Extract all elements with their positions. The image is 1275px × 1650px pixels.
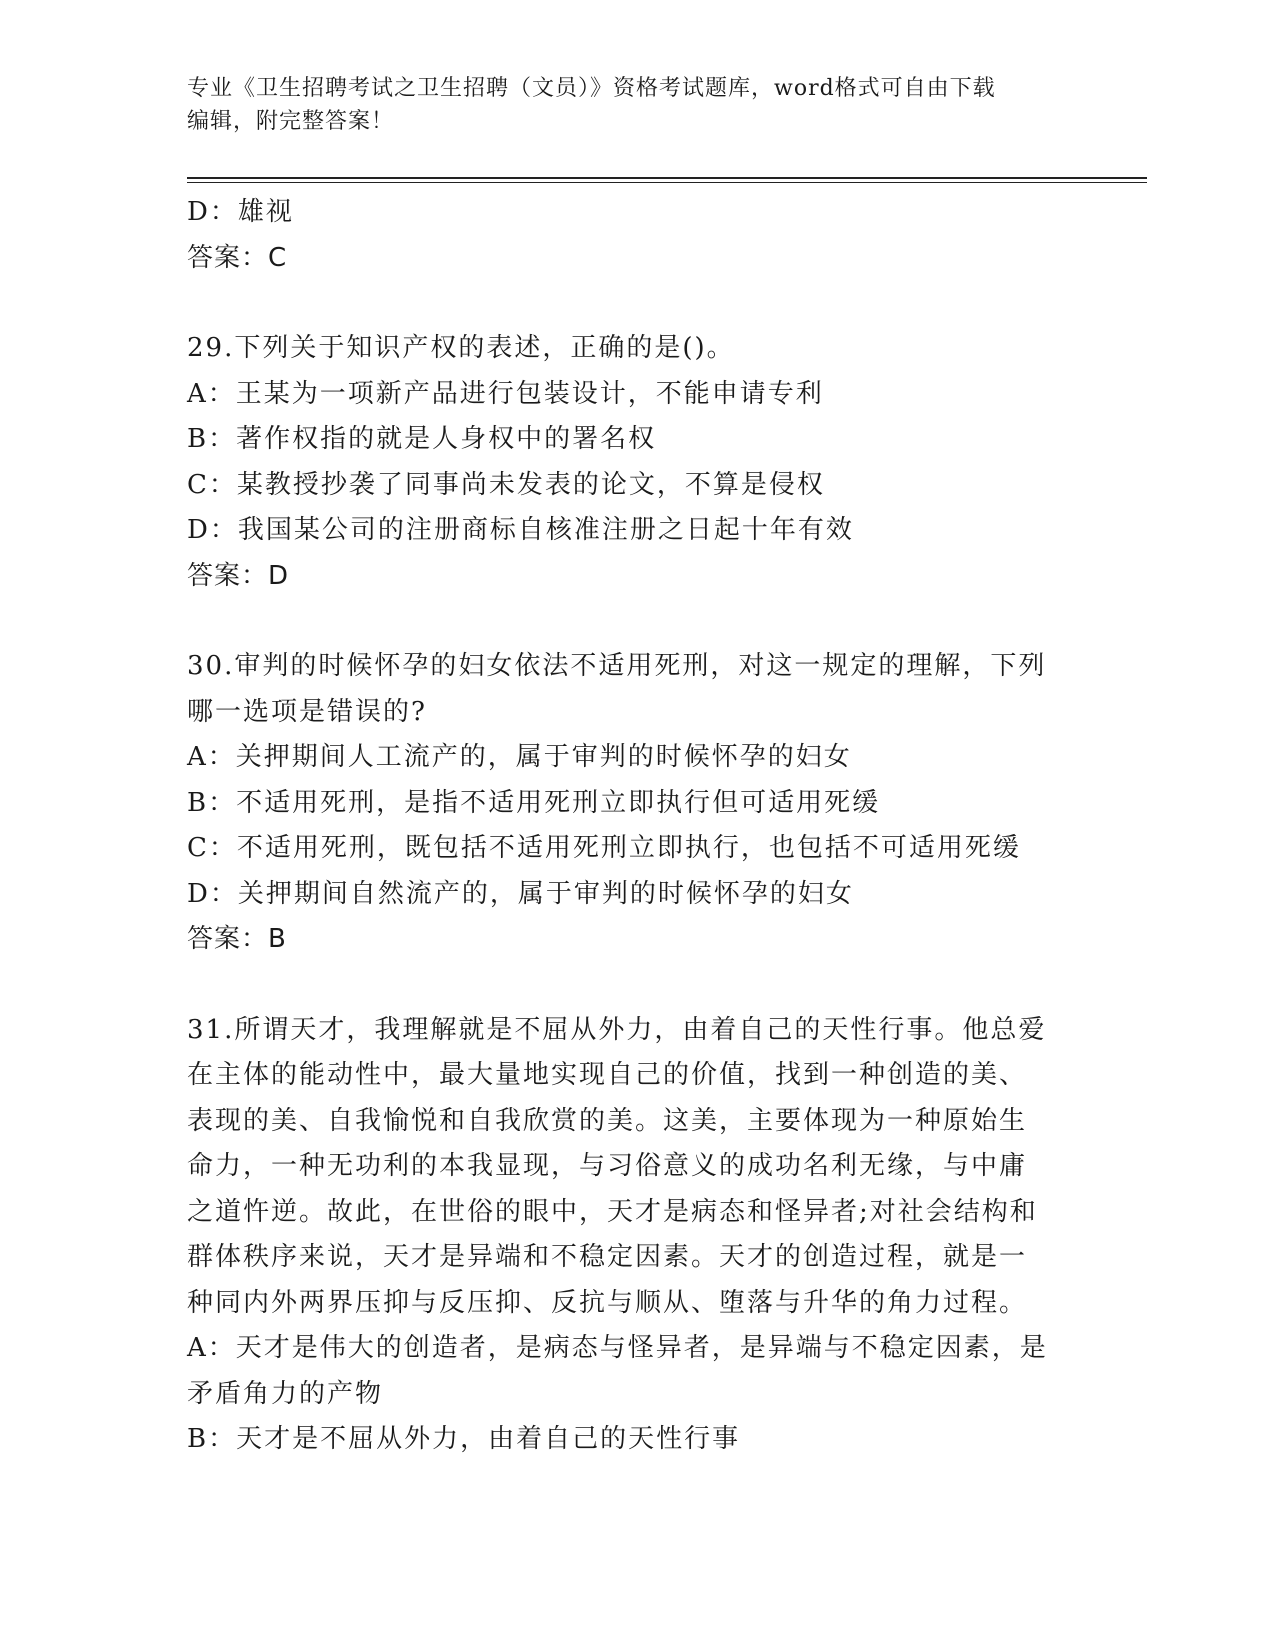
answer-line: 答案：B (187, 924, 287, 954)
spacer (187, 963, 1067, 1008)
question-stem-line: 之道忤逆。故此，在世俗的眼中，天才是病态和怪异者;对社会结构和 (187, 1196, 1038, 1227)
option-a-line: 矛盾角力的产物 (187, 1378, 384, 1409)
option-c: C：某教授抄袭了同事尚未发表的论文，不算是侵权 (187, 469, 825, 500)
answer-line: 答案：D (187, 560, 290, 591)
option-d: D：我国某公司的注册商标自核准注册之日起十年有效 (187, 515, 854, 545)
question-stem-line: 表现的美、自我愉悦和自我欣赏的美。这美，主要体现为一种原始生 (187, 1105, 1028, 1136)
question-30 (187, 644, 1067, 963)
question-stem-line: 31.所谓天才，我理解就是不屈从外力，由着自己的天性行事。他总爱 (187, 1014, 1047, 1045)
option-d: D：关押期间自然流产的，属于审判的时候怀孕的妇女 (187, 878, 854, 909)
question-stem: 29.下列关于知识产权的表述，正确的是()。 (187, 333, 735, 363)
document-header (187, 72, 1087, 138)
option-a-line: A：天才是伟大的创造者，是病态与怪异者，是异端与不稳定因素，是 (187, 1333, 1048, 1363)
answer-line: 答案：C (187, 242, 288, 273)
question-31 (187, 1008, 1067, 1463)
previous-question-tail (187, 190, 1067, 281)
question-content (187, 190, 1067, 1463)
option-b: B：著作权指的就是人身权中的署名权 (187, 424, 657, 454)
option-c: C：不适用死刑，既包括不适用死刑立即执行，也包括不可适用死缓 (187, 833, 1021, 863)
header-line-1: 专业《卫生招聘考试之卫生招聘（文员）》资格考试题库，word格式可自由下载 (187, 76, 996, 101)
question-stem-line: 哪一选项是错误的? (187, 696, 427, 727)
option-b: B：天才是不屈从外力，由着自己的天性行事 (187, 1424, 741, 1454)
question-29 (187, 326, 1067, 599)
option-b: B：不适用死刑，是指不适用死刑立即执行但可适用死缓 (187, 787, 881, 818)
question-stem-line: 30.审判的时候怀孕的妇女依法不适用死刑，对这一规定的理解，下列 (187, 651, 1047, 681)
spacer (187, 599, 1067, 644)
question-stem-line: 群体秩序来说，天才是异端和不稳定因素。天才的创造过程，就是一 (187, 1242, 1028, 1272)
option-a: A：关押期间人工流产的，属于审判的时候怀孕的妇女 (187, 742, 852, 772)
header-divider-thin (187, 182, 1147, 183)
question-stem-line: 种同内外两界压抑与反压抑、反抗与顺从、堕落与升华的角力过程。 (187, 1287, 1028, 1318)
option-d: D：雄视 (187, 197, 294, 227)
spacer (187, 281, 1067, 326)
header-line-2: 编辑，附完整答案！ (187, 109, 395, 134)
question-stem-line: 命力，一种无功利的本我显现，与习俗意义的成功名利无缘，与中庸 (187, 1151, 1028, 1181)
question-stem-line: 在主体的能动性中，最大量地实现自己的价值，找到一种创造的美、 (187, 1060, 1028, 1090)
option-a: A：王某为一项新产品进行包装设计，不能申请专利 (187, 378, 824, 409)
header-divider-thick (187, 177, 1147, 179)
